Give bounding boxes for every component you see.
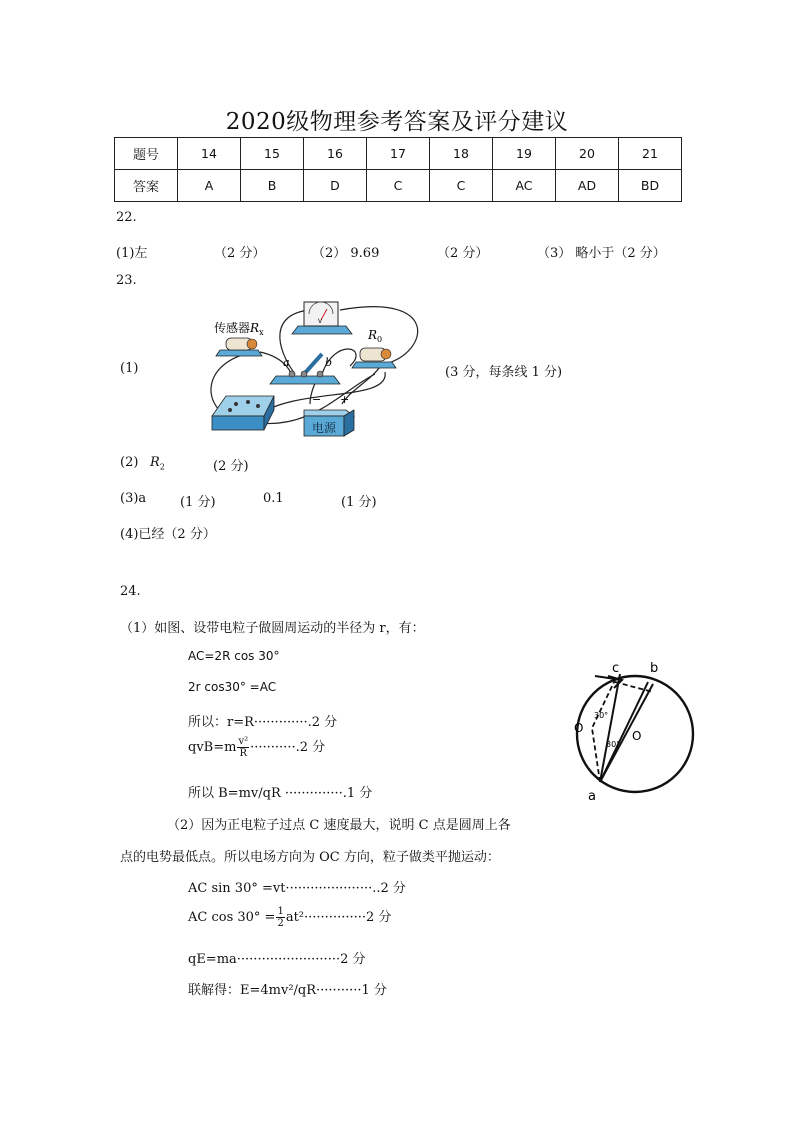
q23-part2-score: (2 分) <box>213 459 249 474</box>
sensor-label: 传感器$R_x$ <box>214 321 264 337</box>
question-number: 19 <box>493 138 556 170</box>
answer-table <box>114 137 682 202</box>
q24-part2-line2: 点的电势最低点。所以电场方向为 OC 方向，粒子做类平抛运动： <box>120 850 500 865</box>
terminal-b-label: b <box>325 356 333 369</box>
q22-part3: （3） 略小于（2 分） <box>537 246 666 261</box>
table-header-label: 题号 <box>115 138 178 170</box>
q23-part2-label: (2) <box>120 455 139 470</box>
question-number: 15 <box>241 138 304 170</box>
circle-figure <box>560 652 700 804</box>
q23-part3-score1: (1 分) <box>180 495 216 510</box>
svg-text:V: V <box>318 318 323 325</box>
q23-part3-score2: (1 分) <box>341 495 377 510</box>
label-c: c <box>612 661 620 676</box>
q23-part1-label: (1) <box>120 361 139 376</box>
answer-cell: B <box>241 170 304 202</box>
answer-cell: C <box>367 170 430 202</box>
question-number: 18 <box>430 138 493 170</box>
q22-number: 22. <box>116 210 137 225</box>
angle-label-1: 30° <box>594 711 609 720</box>
answer-cell: AD <box>556 170 619 202</box>
sensor-resistor-icon <box>216 338 262 356</box>
q24-eq6: AC sin 30° =vt·····················..2 分 <box>188 881 406 896</box>
q24-eq8: qE=ma·························2 分 <box>188 952 366 967</box>
voltmeter-icon <box>292 302 352 334</box>
question-number: 16 <box>304 138 367 170</box>
label-a: a <box>588 789 596 804</box>
q23-number: 23. <box>116 273 137 288</box>
q24-eq7: AC cos 30° = $\frac{1}{2}$ at²···············2 分 <box>188 906 392 929</box>
q24-eq5: 所以 B=mv/qR ··············.1 分 <box>188 786 373 801</box>
answer-cell: C <box>430 170 493 202</box>
q24-eq2: 2r cos30° =AC <box>188 680 277 694</box>
label-o1: O <box>574 721 584 735</box>
q22-part1: (1)左 <box>116 246 148 261</box>
q24-eq3: 所以：r=R·············.2 分 <box>188 715 338 730</box>
q24-eq1: AC=2R cos 30° <box>188 649 280 663</box>
q23-part1-score: (3 分，每条线 1 分) <box>445 365 563 380</box>
label-o: O <box>632 729 642 743</box>
q23-part3-value: 0.1 <box>263 491 284 506</box>
answer-cell: A <box>178 170 241 202</box>
question-number: 17 <box>367 138 430 170</box>
table-row <box>115 170 682 202</box>
question-number: 21 <box>619 138 682 170</box>
q22-score2: （2 分） <box>437 246 489 261</box>
q23-part4: (4)已经（2 分） <box>120 527 216 542</box>
page-title: 2020级物理参考答案及评分建议 <box>225 109 569 135</box>
circuit-diagram <box>200 292 425 440</box>
answer-cell: AC <box>493 170 556 202</box>
terminal-a-label: a <box>283 356 290 369</box>
q22-part2: （2） 9.69 <box>312 246 380 261</box>
line-ab <box>600 684 653 782</box>
q22-score1: （2 分） <box>214 246 266 261</box>
q23-part3-label: (3)a <box>120 491 147 506</box>
q24-number: 24. <box>120 584 141 599</box>
table-row <box>115 138 682 170</box>
q24-part2-line1: （2）因为正电粒子过点 C 速度最大，说明 C 点是圆周上各 <box>167 818 511 833</box>
question-number: 20 <box>556 138 619 170</box>
label-b: b <box>650 661 659 676</box>
source-label: 电源 <box>312 421 337 435</box>
resistance-box-icon <box>212 396 274 430</box>
minus-label: − <box>312 393 322 406</box>
q24-intro: （1）如图、设带电粒子做圆周运动的半径为 r，有： <box>120 621 425 636</box>
r0-label: $R_0$ <box>368 328 383 344</box>
question-number: 14 <box>178 138 241 170</box>
plus-label: + <box>340 393 350 406</box>
q24-eq9: 联解得：E=4mv²/qR···········1 分 <box>188 983 387 998</box>
q24-eq4: qvB=m $\frac{\text{v²}}{R}$ ···········.2 分 <box>188 736 326 759</box>
table-answer-label: 答案 <box>115 170 178 202</box>
q23-part2-answer: $R_2$ <box>150 455 165 472</box>
answer-cell: D <box>304 170 367 202</box>
answer-cell: BD <box>619 170 682 202</box>
r0-resistor-icon <box>352 348 396 368</box>
angle-label-2: 30° <box>606 740 621 749</box>
